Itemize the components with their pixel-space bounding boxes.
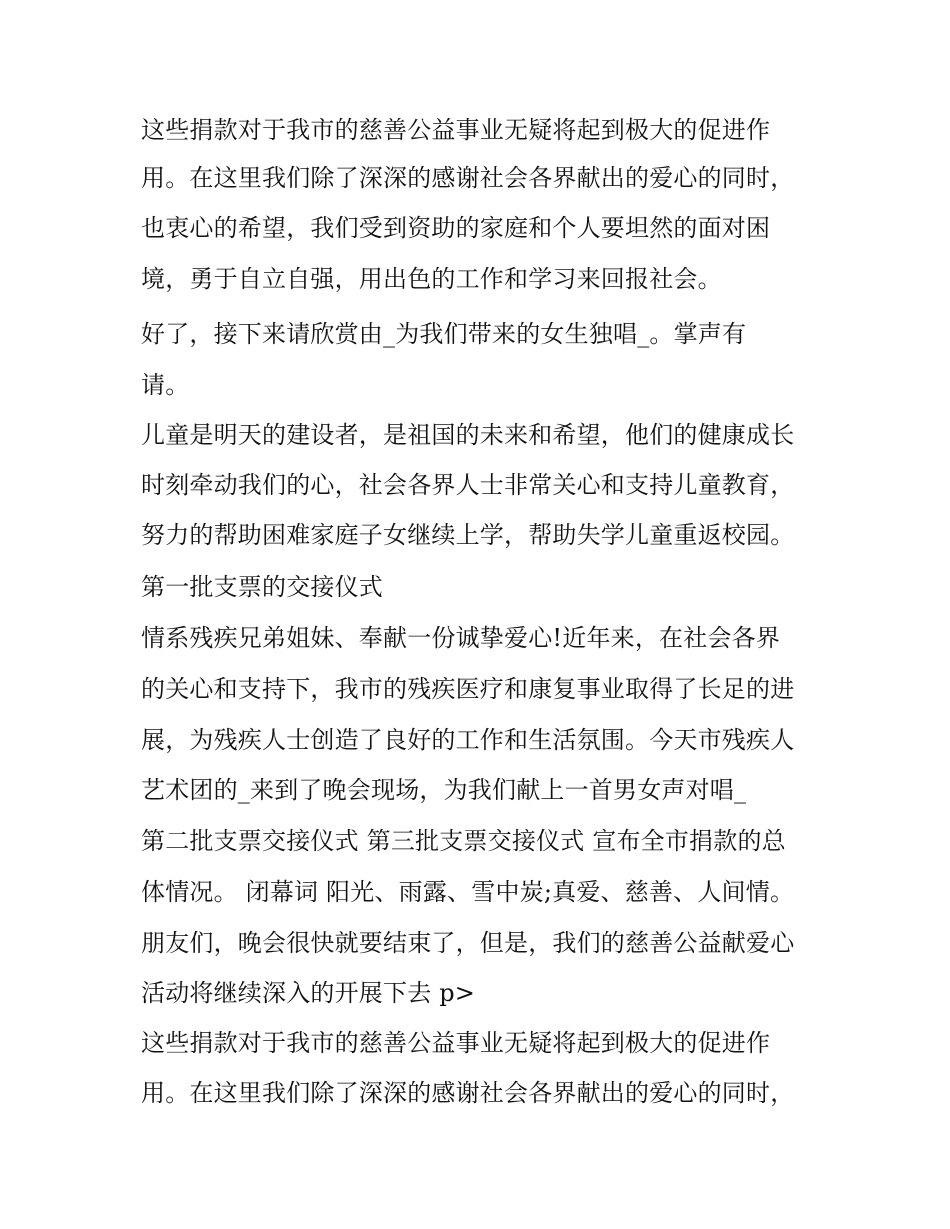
text-line: 展，为残疾人士创造了良好的工作和生活氛围。今天市残疾人 (141, 726, 795, 754)
text-line: 艺术团的_来到了晚会现场，为我们献上一首男女声对唱_ (141, 776, 747, 804)
text-line: 体情况。 闭幕词 阳光、雨露、雪中炭;真爱、慈善、人间情。 (141, 878, 795, 906)
text-line: 这些捐款对于我市的慈善公益事业无疑将起到极大的促进作 (141, 116, 771, 144)
text-line: 境，勇于自立自强，用出色的工作和学习来回报社会。 (141, 265, 722, 293)
text-line: 好了，接下来请欣赏由_为我们带来的女生独唱_。掌声有 (141, 320, 747, 348)
text-line: 儿童是明天的建设者，是祖国的未来和希望，他们的健康成长 (141, 421, 795, 449)
text-line: 努力的帮助困难家庭子女继续上学，帮助失学儿童重返校园。 (141, 521, 795, 549)
text-line: 的关心和支持下，我市的残疾医疗和康复事业取得了长足的进 (141, 675, 795, 703)
text-line: 用。在这里我们除了深深的感谢社会各界献出的爱心的同时， (141, 164, 795, 192)
text-line: 朋友们，晚会很快就要结束了，但是，我们的慈善公益献爱心 (141, 929, 795, 957)
text-line: 用。在这里我们除了深深的感谢社会各界献出的爱心的同时， (141, 1079, 795, 1107)
text-line: 时刻牵动我们的心，社会各界人士非常关心和支持儿童教育， (141, 471, 795, 499)
text-line: 第二批支票交接仪式 第三批支票交接仪式 宣布全市捐款的总 (141, 827, 786, 855)
text-line: 活动将继续深入的开展下去 p> (141, 979, 476, 1007)
section-heading: 第一批支票的交接仪式 (141, 573, 383, 601)
text-line: 情系残疾兄弟姐妹、奉献一份诚挚爱心!近年来，在社会各界 (141, 624, 781, 652)
text-line: 也衷心的希望，我们受到资助的家庭和个人要坦然的面对困 (141, 214, 771, 242)
text-line: 这些捐款对于我市的慈善公益事业无疑将起到极大的促进作 (141, 1029, 771, 1057)
text-line: 请。 (141, 371, 190, 399)
